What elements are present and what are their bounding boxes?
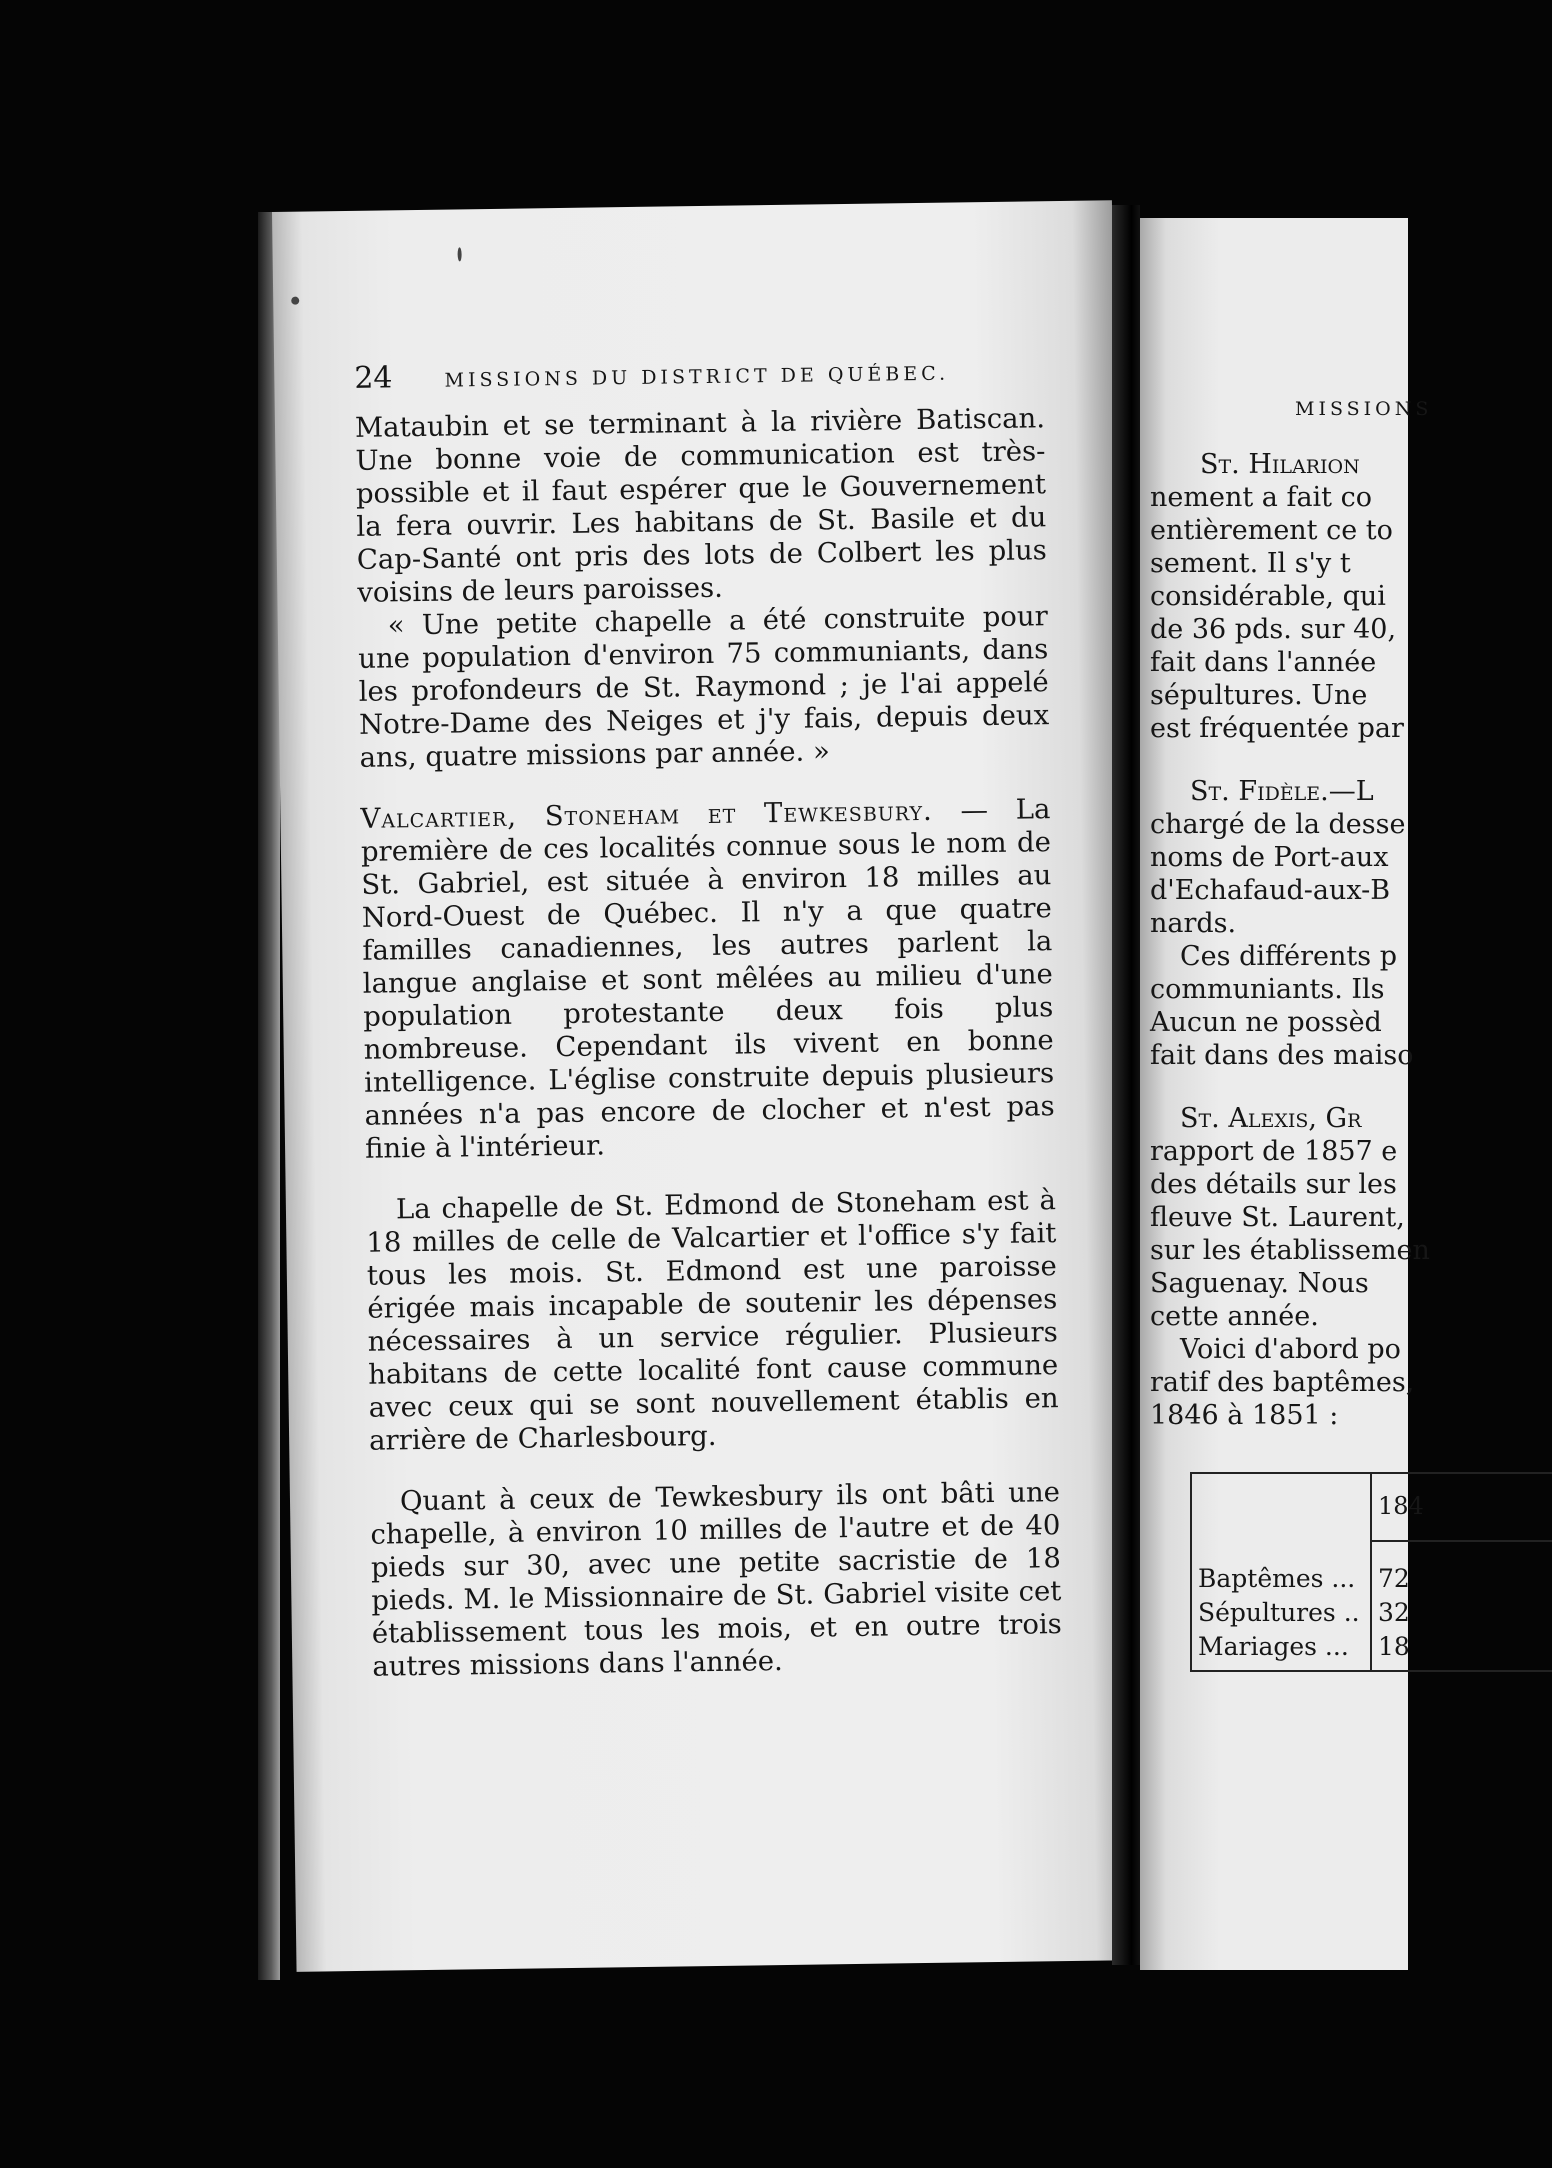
paragraph-3-text: La première de ces localités connue sous le nom de St. Gabriel, est située à environ 18 milles au Nord-Ouest de Québec. Il n'y a que quatre familles canadiennes, les autres parlent la langue anglaise et sont mêlées au milieu d'une population protestante deux fois plus nombreuse. Cependant ils vivent en bonne intelligence. L'église construite depuis plusieurs années n'a pas encore de clocher et n'est pas finie à l'intérieur. [360,793,1055,1165]
left-page [272,200,1136,1972]
right-line: chargé de la desse [1150,809,1406,840]
right-line: sépultures. Une [1150,680,1368,711]
right-line: ratif des baptêmes, [1150,1367,1415,1398]
page-speck [291,297,299,305]
table-labels [1198,1562,1360,1664]
right-line: St. Hilarion [1200,449,1360,480]
table-row-label: Mariages ... [1198,1632,1349,1661]
table-row-value: 18 [1378,1632,1410,1661]
right-line: fleuve St. Laurent, [1150,1202,1405,1233]
right-line: nement a fait co [1150,482,1372,513]
right-line: Saguenay. Nous [1150,1268,1369,1299]
right-line: Ces différents p [1180,941,1398,972]
right-line: sement. Il s'y t [1150,548,1351,579]
right-line: est fréquentée par [1150,713,1404,744]
right-line: nards. [1150,908,1237,939]
right-line: Voici d'abord po [1180,1334,1401,1365]
right-page [1140,218,1433,1970]
page-header [354,351,1044,396]
table-row-value: 32 [1378,1598,1410,1627]
page-speck [458,247,462,261]
table-header-rule [1370,1540,1552,1542]
table-row-label: Sépultures .. [1198,1598,1360,1627]
statistics-table [1190,1472,1552,1672]
right-running-head: MISSIONS [1295,398,1433,420]
table-values [1378,1562,1410,1664]
table-row-label: Baptêmes ... [1198,1564,1356,1593]
right-line: entièrement ce to [1150,515,1393,546]
right-line: de 36 pds. sur 40, [1150,614,1397,645]
right-line: communiants. Ils [1150,974,1385,1005]
right-line: rapport de 1857 e [1150,1136,1398,1167]
table-row-value: 72 [1378,1564,1410,1593]
paragraph-3 [360,793,1055,1166]
section-heading: Valcartier, Stoneham et Tewkesbury. — [360,794,990,835]
right-line: noms de Port-aux [1150,842,1389,873]
left-page-content [354,351,1062,1684]
table-year-header: 184 [1378,1492,1424,1520]
right-line: sur les établissemen [1150,1235,1430,1266]
right-line: St. Fidèle.—L [1190,776,1374,807]
right-line: cette année. [1150,1301,1319,1332]
running-head: MISSIONS DU DISTRICT DE QUÉBEC. [444,362,950,392]
right-line: d'Echafaud-aux-B [1150,875,1391,906]
right-line: fait dans l'année [1150,647,1377,678]
right-line: St. Alexis, Gr [1180,1103,1362,1134]
right-line: Aucun ne possèd [1150,1007,1382,1038]
paragraph-1: Mataubin et se terminant à la rivière Batiscan. Une bonne voie de communication est très-possible et il faut espérer que le Gouvernement la fera ouvrir. Les habitans de St. Basile et du Cap-Santé ont pris des lots de Colbert les plus voisins de leurs paroisses. [354,402,1048,609]
right-page-content [1150,398,1510,1672]
right-line: des détails sur les [1150,1169,1397,1200]
book-gutter [1112,205,1140,1965]
page-number: 24 [354,360,393,396]
paragraph-2: « Une petite chapelle a été construite pour une population d'environ 75 communiants, dans les profondeurs de St. Raymond ; je l'ai appelé Notre-Dame des Neiges et j'y fais, depuis deux ans, quatre missions par année. » [358,600,1050,774]
paragraph-5: Quant à ceux de Tewkesbury ils ont bâti une chapelle, à environ 10 milles de l'autre et de 40 pieds sur 30, avec une petite sacristie de 18 pieds. M. le Missionnaire de St. Gabriel visite cet établissement tous les mois, et en outre trois autres missions dans l'année. [370,1476,1063,1683]
right-line: considérable, qui [1150,581,1386,612]
right-line: fait dans des maiso [1150,1040,1414,1071]
right-line: 1846 à 1851 : [1150,1400,1339,1431]
table-column-divider [1370,1474,1372,1670]
paragraph-4: La chapelle de St. Edmond de Stoneham est à 18 milles de celle de Valcartier et l'office s'y fait tous les mois. St. Edmond est une paroisse érigée mais incapable de soutenir les dépenses nécessaires à un service régulier. Plusieurs habitans de cette localité font cause commune avec ceux qui se sont nouvellement établis en arrière de Charlesbourg. [366,1184,1059,1457]
